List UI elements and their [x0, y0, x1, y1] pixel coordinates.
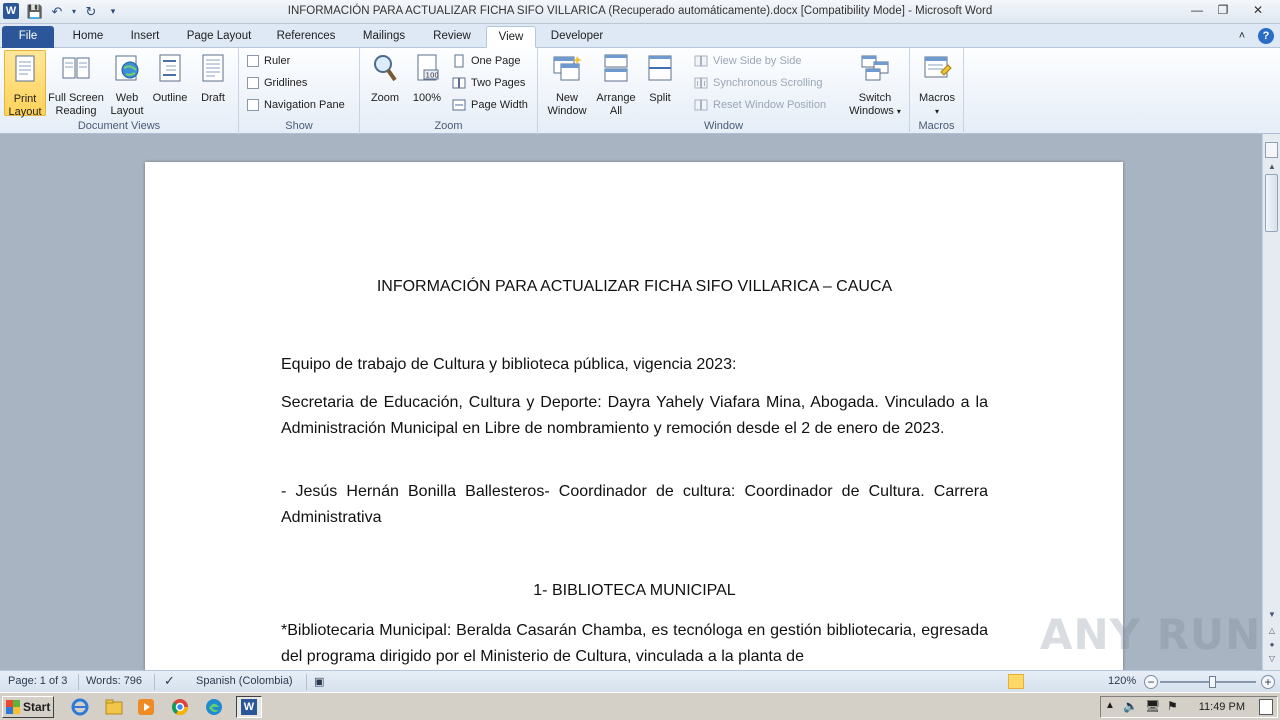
draft-view-icon[interactable] — [1080, 674, 1096, 689]
group-zoom — [360, 48, 538, 134]
one-page-button[interactable] — [452, 51, 521, 71]
reset-window-position-label: Reset Window Position — [713, 99, 827, 111]
switch-windows-button[interactable] — [842, 50, 908, 116]
customize-qat-icon[interactable]: ▾ — [110, 6, 116, 16]
draft-icon — [197, 52, 229, 84]
web-layout-label2: Layout — [110, 105, 144, 117]
status-separator — [78, 674, 79, 690]
zoom-in-icon[interactable]: + — [1261, 675, 1275, 689]
arrange-all-icon — [600, 52, 632, 84]
sync-scroll-icon — [694, 76, 708, 90]
group-macros — [910, 48, 964, 134]
scroll-up-icon[interactable]: ▲ — [1268, 162, 1276, 171]
watermark: ANY RUN — [1040, 610, 1262, 659]
print-layout-icon — [9, 53, 41, 85]
ribbon-tabs — [0, 24, 1280, 48]
tab-insert[interactable]: Insert — [130, 30, 160, 42]
draft-label: Draft — [201, 92, 225, 104]
clock[interactable]: 11:49 PM — [1198, 701, 1245, 713]
zoom-level[interactable]: 120% — [1108, 675, 1137, 687]
language[interactable]: Spanish (Colombia) — [196, 675, 293, 687]
view-side-by-side-label: View Side by Side — [713, 55, 802, 67]
chrome-icon[interactable] — [170, 697, 190, 717]
full-screen-view-icon[interactable] — [1026, 674, 1042, 689]
help-area — [1234, 28, 1274, 44]
navigation-pane-check-box[interactable] — [247, 99, 259, 111]
previous-page-icon[interactable]: △ — [1268, 626, 1276, 635]
status-bar — [0, 670, 1280, 692]
full-screen-reading-icon — [60, 52, 92, 84]
paragraph-bibliotecaria: *Bibliotecaria Municipal: Beralda Casarán Chamba, es tecnóloga en gestión bibliotecaria, egresada del programa dirigido por el Ministerio de Cultura, vinculada a la planta de — [281, 622, 988, 665]
window-title: INFORMACIÓN PARA ACTUALIZAR FICHA SIFO VILLARICA (Recuperado automáticamente).docx [Compatibility Mode] - Microsoft Word — [287, 5, 993, 17]
restore-icon[interactable]: ❐ — [1217, 3, 1229, 17]
paragraph-coordinador: - Jesús Hernán Bonilla Ballesteros- Coordinador de cultura: Coordinador de Cultura. Carrera Administrativa — [281, 483, 988, 526]
outline-button[interactable] — [150, 50, 190, 116]
outline-label: Outline — [152, 92, 188, 104]
full-screen-reading-button[interactable] — [48, 50, 104, 116]
zoom-100-button[interactable] — [408, 50, 446, 116]
split-label: Split — [649, 92, 671, 104]
synchronous-scrolling-label: Synchronous Scrolling — [713, 77, 823, 89]
reset-window-icon — [694, 98, 708, 112]
internet-explorer-icon[interactable] — [70, 697, 90, 717]
tab-file[interactable]: File — [2, 26, 54, 48]
group-document-views — [0, 48, 239, 134]
close-icon[interactable]: ✕ — [1252, 3, 1264, 17]
vertical-scrollbar[interactable] — [1262, 134, 1280, 670]
paragraph-team: Equipo de trabajo de Cultura y biblioteca pública, vigencia 2023: — [281, 356, 737, 373]
draft-button[interactable] — [192, 50, 234, 116]
reset-window-position-button[interactable] — [694, 95, 826, 115]
minimize-ribbon-icon[interactable]: ˄ — [1238, 30, 1246, 42]
web-layout-icon — [111, 52, 143, 84]
scrollbar-thumb[interactable] — [1265, 174, 1278, 232]
show-desktop-icon[interactable] — [1259, 699, 1273, 715]
split-button[interactable] — [642, 50, 678, 116]
tab-review[interactable]: Review — [433, 30, 471, 42]
full-screen-label1: Full Screen — [48, 92, 104, 104]
help-icon[interactable]: ? — [1258, 28, 1274, 44]
view-side-by-side-button[interactable] — [694, 51, 801, 71]
window-group-label: Window — [703, 120, 744, 132]
page-width-label: Page Width — [471, 99, 528, 111]
full-screen-label2: Reading — [55, 105, 97, 117]
zoom-group-label: Zoom — [434, 120, 463, 132]
zoom-out-icon[interactable]: − — [1144, 675, 1158, 689]
tab-developer[interactable]: Developer — [550, 30, 604, 42]
web-layout-button[interactable] — [106, 50, 148, 116]
browse-object-icon[interactable]: ● — [1269, 640, 1275, 649]
tab-references[interactable]: References — [276, 30, 336, 42]
scroll-down-icon[interactable]: ▼ — [1268, 610, 1276, 619]
gridlines-checkbox[interactable] — [247, 73, 307, 93]
tab-view[interactable]: View — [486, 26, 536, 48]
new-window-label1: New — [555, 92, 578, 104]
macro-recording-icon[interactable]: ▣ — [314, 676, 325, 688]
network-icon[interactable]: 🖥 — [1145, 699, 1161, 713]
gridlines-label: Gridlines — [264, 77, 308, 89]
document-area[interactable] — [0, 134, 1262, 670]
new-window-icon — [551, 52, 583, 84]
page-count[interactable]: Page: 1 of 3 — [8, 675, 68, 687]
zoom-100-icon — [411, 52, 443, 84]
window-controls — [1184, 0, 1280, 20]
macros-group-label: Macros — [918, 120, 955, 132]
web-layout-view-icon[interactable] — [1044, 674, 1060, 689]
ruler-checkbox[interactable] — [247, 51, 290, 71]
status-separator — [154, 674, 155, 690]
system-tray — [1100, 696, 1278, 718]
navigation-pane-checkbox[interactable] — [247, 95, 345, 115]
volume-icon[interactable]: 🔈 — [1123, 699, 1138, 713]
view-ruler-icon[interactable] — [1265, 142, 1278, 158]
gridlines-check-box[interactable] — [247, 77, 259, 89]
document-page[interactable] — [145, 162, 1123, 670]
outline-view-icon[interactable] — [1062, 674, 1078, 689]
media-player-icon[interactable] — [136, 697, 156, 717]
document-views-group-label: Document Views — [77, 120, 161, 132]
navigation-pane-label: Navigation Pane — [264, 99, 345, 111]
paragraph-secretaria: Secretaria de Educación, Cultura y Deporte: Dayra Yahely Viafara Mina, Abogada. Vinculado a la Administración Municipal en Libre de nombramiento y remoción desde el 2 de enero de 2023. — [281, 394, 988, 437]
print-layout-label1: Print — [13, 93, 37, 105]
zoom-button[interactable] — [366, 50, 404, 116]
arrange-all-button[interactable] — [594, 50, 638, 116]
tray-expand-icon[interactable]: ▲ — [1105, 700, 1115, 711]
tab-mailings[interactable]: Mailings — [362, 30, 406, 42]
macros-label: Macros — [918, 92, 956, 104]
start-label: Start — [23, 700, 51, 714]
print-layout-view-icon[interactable] — [1008, 674, 1024, 689]
group-show — [239, 48, 360, 134]
start-button[interactable] — [2, 696, 54, 718]
macros-icon — [921, 52, 953, 84]
two-pages-icon — [452, 76, 466, 90]
arrange-all-label2: All — [609, 105, 623, 117]
switch-windows-label2: Windows — [849, 105, 894, 117]
title-bar — [0, 0, 1280, 24]
taskbar — [0, 692, 1280, 720]
print-layout-button[interactable] — [4, 50, 46, 116]
new-window-button[interactable] — [542, 50, 592, 116]
undo-icon[interactable]: ↶ — [51, 3, 63, 19]
save-icon[interactable]: 💾 — [26, 3, 44, 19]
two-pages-label: Two Pages — [471, 77, 526, 89]
one-page-icon — [452, 54, 466, 68]
edge-icon[interactable] — [204, 697, 224, 717]
split-icon — [644, 52, 676, 84]
ribbon-view — [0, 48, 1280, 134]
zoom-100-label: 100% — [412, 92, 442, 104]
svg-text:100: 100 — [425, 71, 439, 80]
macros-dropdown-icon: ▾ — [934, 107, 939, 116]
tab-page-layout[interactable]: Page Layout — [186, 30, 252, 42]
macros-button[interactable] — [914, 50, 960, 116]
page-width-icon — [452, 98, 466, 112]
new-window-label2: Window — [547, 105, 587, 117]
switch-windows-label2-row — [842, 105, 908, 118]
print-layout-label2: Layout — [8, 106, 42, 118]
undo-dropdown-icon[interactable]: ▾ — [71, 7, 76, 16]
arrange-all-label1: Arrange — [596, 92, 636, 104]
word-app-icon[interactable]: W — [3, 3, 19, 19]
action-center-flag-icon[interactable]: ⚑ — [1167, 699, 1178, 713]
word-count[interactable]: Words: 796 — [86, 675, 143, 687]
word-taskbar-icon: W — [241, 699, 257, 715]
zoom-slider-thumb[interactable] — [1209, 676, 1216, 688]
windows-logo-icon — [6, 700, 20, 714]
zoom-label: Zoom — [370, 92, 400, 104]
tab-home[interactable]: Home — [72, 30, 104, 42]
minimize-icon[interactable]: — — [1191, 3, 1203, 17]
taskbar-word-button[interactable] — [236, 696, 262, 718]
heading-biblioteca: 1- BIBLIOTECA MUNICIPAL — [533, 582, 736, 599]
status-separator — [306, 674, 307, 690]
switch-windows-icon — [859, 52, 891, 84]
proofing-icon[interactable]: ✓ — [164, 673, 175, 688]
two-pages-button[interactable] — [452, 73, 525, 93]
file-explorer-icon[interactable] — [104, 697, 124, 717]
synchronous-scrolling-button[interactable] — [694, 73, 822, 93]
one-page-label: One Page — [471, 55, 521, 67]
switch-windows-label1: Switch — [858, 92, 892, 104]
side-by-side-icon — [694, 54, 708, 68]
magnifier-icon — [369, 52, 401, 84]
dropdown-arrow-icon: ▾ — [896, 107, 901, 116]
document-title: INFORMACIÓN PARA ACTUALIZAR FICHA SIFO VILLARICA – CAUCA — [376, 278, 893, 295]
group-window — [538, 48, 910, 134]
outline-icon — [154, 52, 186, 84]
zoom-slider-track[interactable] — [1160, 681, 1256, 683]
web-layout-label1: Web — [115, 92, 139, 104]
next-page-icon[interactable]: ▽ — [1268, 654, 1276, 663]
show-group-label: Show — [285, 120, 313, 132]
page-width-button[interactable] — [452, 95, 528, 115]
redo-icon[interactable]: ↻ — [85, 3, 97, 19]
ruler-label: Ruler — [264, 55, 291, 67]
ruler-check-box[interactable] — [247, 55, 259, 67]
